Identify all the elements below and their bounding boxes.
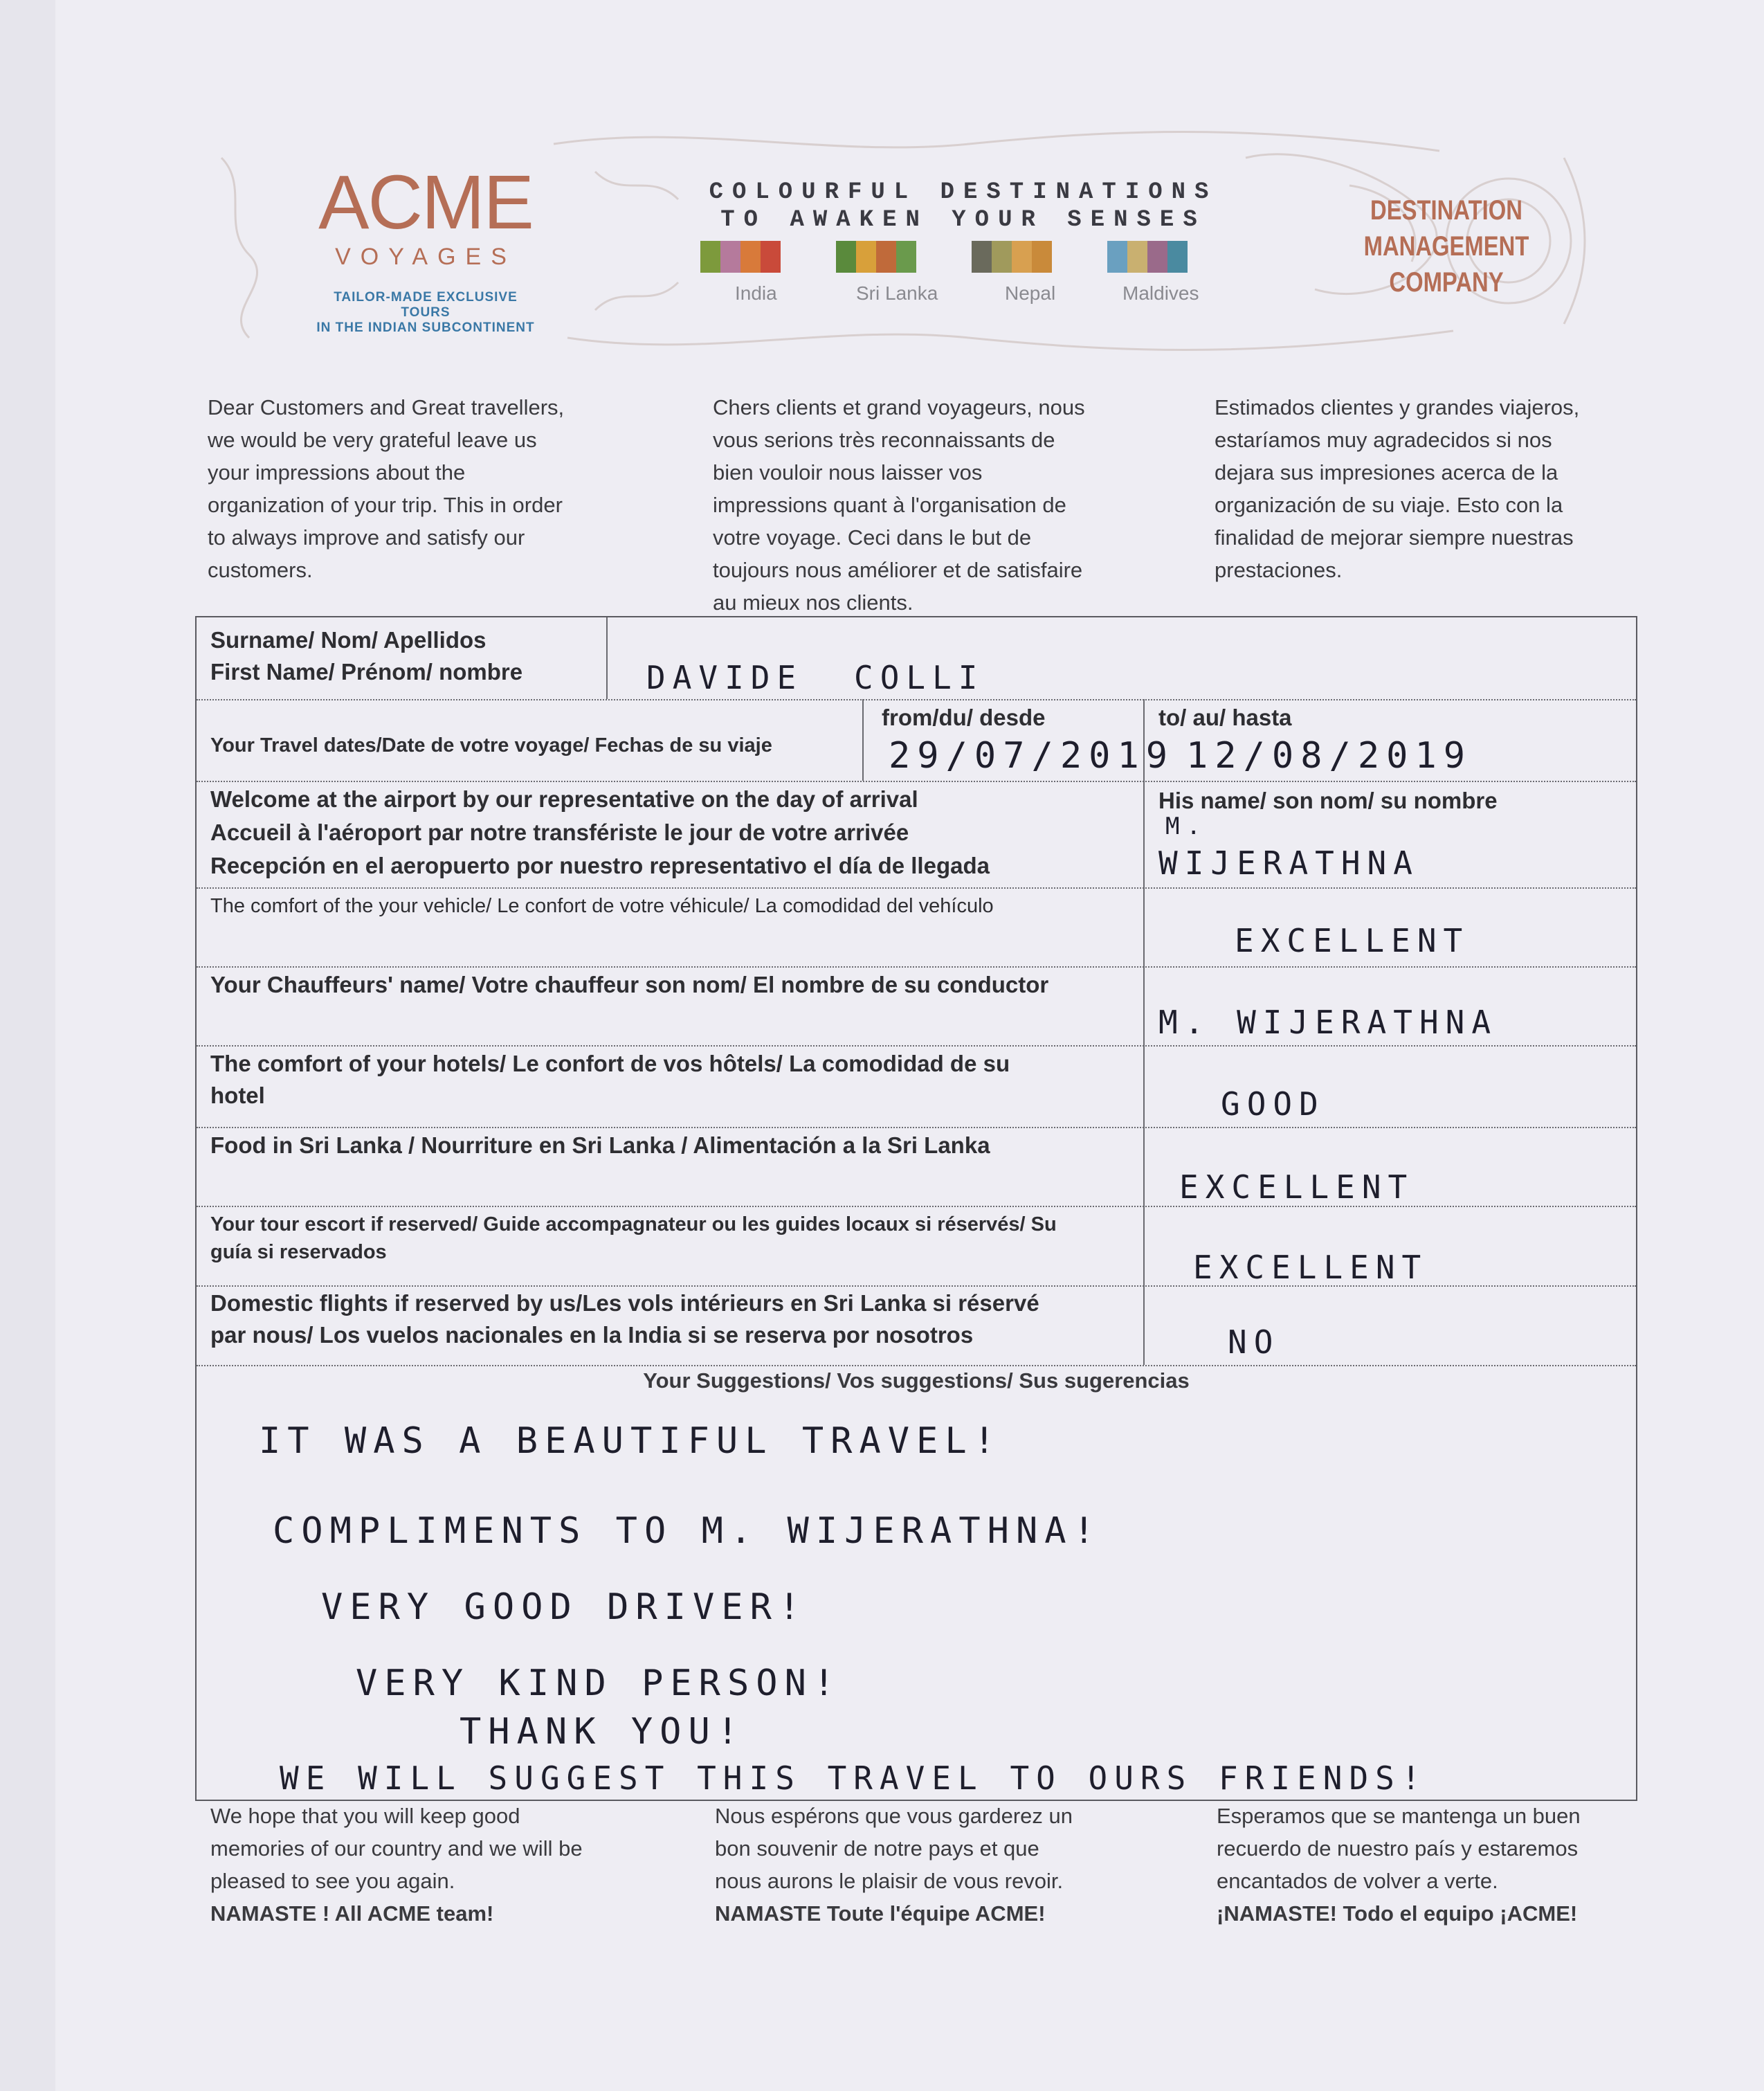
welcome-label-fr: Accueil à l'aéroport par notre transfériste le jour de votre arrivée <box>210 820 909 845</box>
travel-dates-label: Your Travel dates/Date de votre voyage/ Fechas de su viaje <box>210 734 772 757</box>
swatch-maldives <box>1107 241 1188 273</box>
chauffeur-value[interactable]: M. WIJERATHNA <box>1158 1004 1498 1041</box>
from-date-value[interactable]: 29/07/2019 <box>889 735 1175 777</box>
to-date-value[interactable]: 12/08/2019 <box>1186 735 1473 777</box>
outro-french: Nous espérons que vous garderez un bon souvenir de notre pays et que nous aurons le plaisir de vous revoir. NAMASTE Toute l'équipe ACME! <box>715 1804 1073 1926</box>
country-sri-lanka: Sri Lanka <box>856 282 938 304</box>
firstname-value[interactable]: COLLI <box>854 659 985 696</box>
food-value[interactable]: EXCELLENT <box>1179 1168 1415 1206</box>
hotels-value[interactable]: GOOD <box>1221 1085 1325 1123</box>
hotels-label-cont: hotel <box>210 1083 265 1108</box>
vehicle-label: The comfort of the your vehicle/ Le confort de votre véhicule/ La comodidad del vehículo <box>210 895 994 917</box>
food-label: Food in Sri Lanka / Nourriture en Sri Lanka / Alimentación a la Sri Lanka <box>210 1132 990 1158</box>
escort-label-cont: guía si reservados <box>210 1241 387 1263</box>
country-maldives: Maldives <box>1122 282 1199 304</box>
swatch-nepal <box>972 241 1052 273</box>
suggestion-line-1[interactable]: IT WAS A BEAUTIFUL TRAVEL! <box>259 1420 1002 1462</box>
color-swatches <box>700 241 1226 275</box>
suggestion-line-6[interactable]: WE WILL SUGGEST THIS TRAVEL TO OURS FRIENDS! <box>280 1759 1428 1797</box>
header-banner <box>208 130 1619 352</box>
rep-initial-value[interactable]: M. <box>1165 813 1208 840</box>
swatch-india <box>700 241 781 273</box>
suggestion-line-5[interactable]: THANK YOU! <box>460 1711 746 1753</box>
escort-label: Your tour escort if reserved/ Guide accompagnateur ou les guides locaux si réservés/ Su <box>210 1213 1057 1235</box>
surname-label: Surname/ Nom/ Apellidos <box>210 627 487 653</box>
from-label: from/du/ desde <box>882 705 1046 730</box>
flights-label-cont: par nous/ Los vuelos nacionales en la India si se reserva por nosotros <box>210 1322 974 1348</box>
logo-tagline: TAILOR-MADE EXCLUSIVE TOURS IN THE INDIAN SUBCONTINENT <box>316 290 535 335</box>
suggestion-line-4[interactable]: VERY KIND PERSON! <box>356 1663 842 1704</box>
welcome-label-en: Welcome at the airport by our representative on the day of arrival <box>210 786 918 812</box>
swatch-sri-lanka <box>836 241 916 273</box>
welcome-label-es: Recepción en el aeropuerto por nuestro representativo el día de llegada <box>210 853 990 878</box>
logo-sub: VOYAGES <box>335 244 516 270</box>
flights-label: Domestic flights if reserved by us/Les vols intérieurs en Sri Lanka si réservé <box>210 1290 1039 1316</box>
hotels-label: The comfort of your hotels/ Le confort de vos hôtels/ La comodidad de su <box>210 1051 1010 1076</box>
to-label: to/ au/ hasta <box>1158 705 1292 730</box>
acme-logo <box>311 160 540 336</box>
country-list <box>700 282 1226 310</box>
outro-english: We hope that you will keep good memories of our country and we will be pleased to see you again. NAMASTE ! All ACME team! <box>210 1804 583 1926</box>
surname-value[interactable]: DAVIDE <box>646 659 803 696</box>
suggestions-label: Your Suggestions/ Vos suggestions/ Sus sugerencias <box>643 1368 1190 1393</box>
dmc-label: DESTINATION MANAGEMENT COMPANY <box>1363 195 1529 298</box>
chauffeur-label: Your Chauffeurs' name/ Votre chauffeur son nom/ El nombre de su conductor <box>210 972 1049 997</box>
banner-tagline: COLOURFUL DESTINATIONS TO AWAKEN YOUR SENSES <box>709 179 1218 233</box>
vehicle-value[interactable]: EXCELLENT <box>1235 922 1470 959</box>
logo-name: ACME <box>318 160 533 245</box>
feedback-form <box>195 616 1637 1801</box>
firstname-label: First Name/ Prénom/ nombre <box>210 659 523 685</box>
rep-name-label: His name/ son nom/ su nombre <box>1158 788 1498 813</box>
suggestion-line-3[interactable]: VERY GOOD DRIVER! <box>321 1586 808 1628</box>
country-nepal: Nepal <box>1005 282 1056 304</box>
escort-value[interactable]: EXCELLENT <box>1193 1249 1428 1286</box>
scan-edge <box>0 0 55 2091</box>
rep-name-value[interactable]: WIJERATHNA <box>1158 844 1419 882</box>
intro-english: Dear Customers and Great travellers, we would be very grateful leave us your impressions about the organization of your trip. This in order to always improve and satisfy our customers. <box>208 395 565 582</box>
outro-spanish: Esperamos que se mantenga un buen recuerdo de nuestro país y estaremos encantados de volver a verte. ¡NAMASTE! Todo el equipo ¡ACME! <box>1217 1804 1581 1926</box>
intro-french: Chers clients et grand voyageurs, nous vous serions très reconnaissants de bien vouloir nous laisser vos impressions quant à l'organisation de votre voyage. Ceci dans le but de toujours nous améliorer et de satisfaire au mieux nos clients. <box>713 395 1085 615</box>
flights-value[interactable]: NO <box>1228 1323 1280 1361</box>
intro-spanish: Estimados clientes y grandes viajeros, estaríamos muy agradecidos si nos dejara sus impresiones acerca de la organización de su viaje. Esto con la finalidad de mejorar siempre nuestras prestaciones. <box>1215 395 1580 582</box>
country-india: India <box>735 282 777 304</box>
suggestion-line-2[interactable]: COMPLIMENTS TO M. WIJERATHNA! <box>273 1510 1102 1552</box>
